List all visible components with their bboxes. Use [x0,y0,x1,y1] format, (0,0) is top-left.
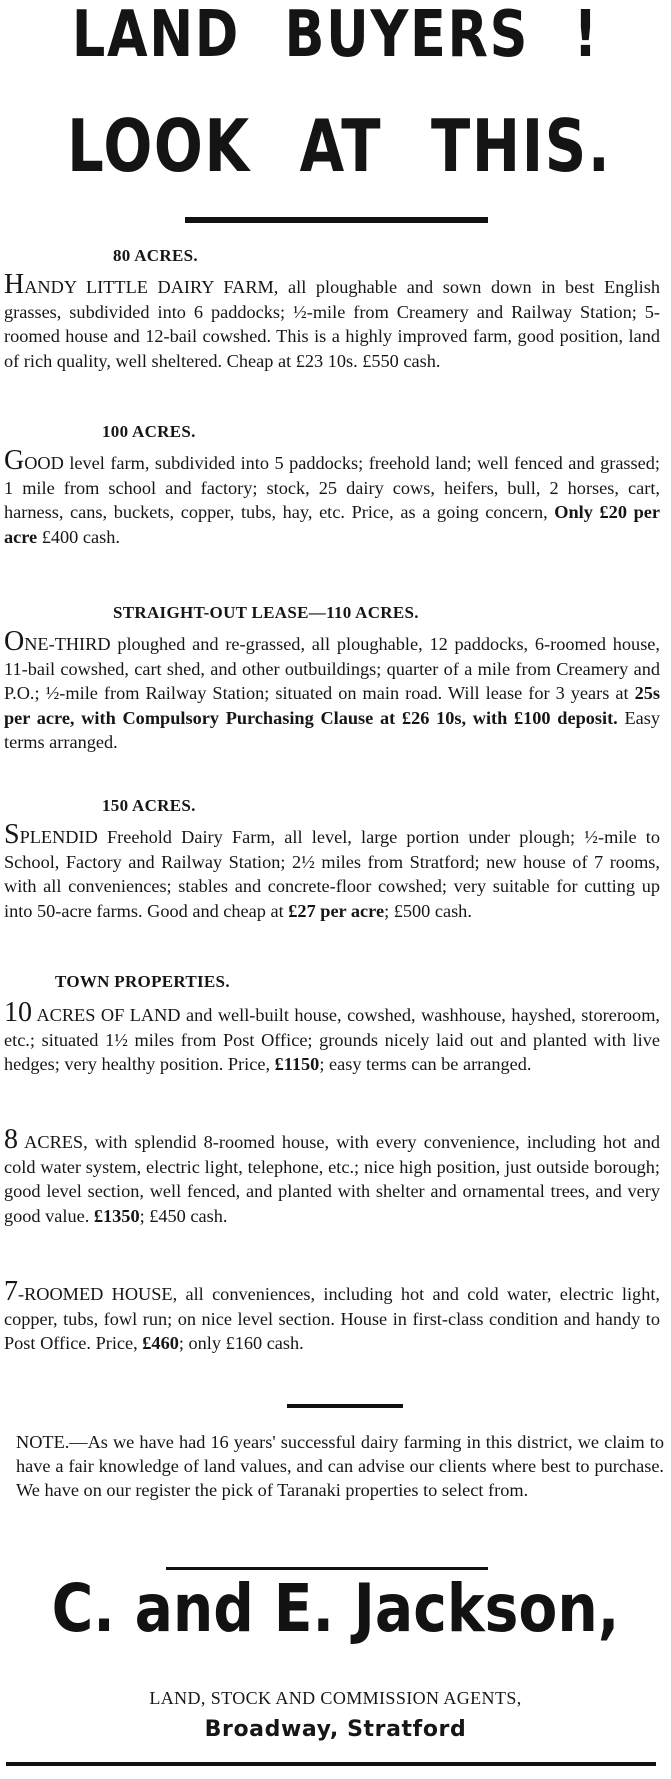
dropcap: H [4,269,25,300]
note-rule [287,1404,403,1408]
bottom-rule [6,1762,656,1766]
town-properties-heading: TOWN PROPERTIES. [55,972,230,991]
headline-land-buyers: LAND BUYERS ! [71,0,600,72]
note-text: NOTE.—As we have had 16 years' successful dairy farming in this district, we claim to have a fair knowledge of land values, and can advise our clients where best to purchase. We have on our register the pick of Taranaki properties to select from. [16,1432,664,1500]
dropcap: O [4,626,25,657]
dropcap: 7 [4,1276,18,1307]
dropcap: S [4,819,20,850]
town-property-10-price: £1150 [274,1054,320,1074]
headline-rule [185,217,488,223]
listing-lease-heading: STRAIGHT-OUT LEASE—110 ACRES. [113,603,419,622]
listing-lease-text: ONE-THIRD ploughed and re-grassed, all ploughable, 12 paddocks, 6-roomed house, 11-bail cowshed, cart shed, and other outbuildings; quarter of a mile from Creamery and P.O.; ½-mile from Railway Station; situated on main road. Will lease for 3 years at 25s per acre, with Compulsory Purchasing Clause at £26 10s, with £100 deposit. Easy terms arranged. [4,626,660,752]
listing-150-price: £27 per acre [288,900,385,921]
listing-100-text: GOOD level farm, subdivided into 5 paddocks; freehold land; well fenced and grassed; 1 mile from school and factory; stock, 25 dairy cows, heifers, bull, 2 horses, cart, harness, cans, buckets, copper, tubs, hay, etc. Price, as a going concern, Only £20 per acre £400 cash. [4,445,660,547]
listing-80-heading: 80 ACRES. [113,246,198,265]
listing-100-price: Only £20 per acre [4,502,660,547]
town-property-7-roomed: 7-ROOMED HOUSE, all conveniences, including hot and cold water, electric light, copper, tubs, fowl run; on nice level section. House in first-class condition and handy to Post Office. Price, £460; only £160 cash. [4,1276,660,1353]
town-property-8-price: £1350 [93,1205,140,1226]
firm-address: Broadway, Stratford [204,1717,467,1742]
town-property-7-price: £460 [142,1333,179,1353]
dropcap: 10 [4,997,32,1028]
listing-150-heading: 150 ACRES. [102,796,196,815]
town-property-8-acres: 8 ACRES, with splendid 8-roomed house, with every convenience, including hot and cold water system, electric light, telephone, etc.; nice high position, just outside borough; good level section, well fenced, and planted with shelter and ornamental trees, and very good value. £1350; £450 cash. [4,1124,660,1226]
dropcap: 8 [4,1124,18,1155]
dropcap: G [4,445,25,476]
headline-look-at-this: LOOK AT THIS. [67,104,612,188]
town-property-10-acres: 10 ACRES OF LAND and well-built house, cowshed, washhouse, hayshed, storeroom, etc.; situated 1½ miles from Post Office; grounds nicely laid out and planted with live hedges; very healthy position. Price, £1150; easy terms can be arranged. [4,997,660,1074]
listing-80-text: HANDY LITTLE DAIRY FARM, all ploughable and sown down in best English grasses, subdivided into 6 paddocks; ½-mile from Creamery and Railway Station; 5-roomed house and 12-bail cowshed. This is a highly improved farm, good position, land of rich quality, well sheltered. Cheap at £23 10s. £550 cash. [4,269,660,371]
firm-name: C. and E. Jackson, [51,1570,620,1647]
listing-150-text: SPLENDID Freehold Dairy Farm, all level, large portion under plough; ½-mile to School, Factory and Railway Station; 2½ miles from Stratford; new house of 7 rooms, with all conveniences; stables and concrete-floor cowshed; very suitable for cutting up into 50-acre farms. Good and cheap at £27 per acre; £500 cash. [4,819,660,921]
listing-lease-terms: 25s per acre, with Compulsory Purchasing Clause at £26 10s, with £100 deposit. [4,683,660,728]
firm-agents: LAND, STOCK AND COMMISSION AGENTS, [149,1688,522,1708]
listing-100-heading: 100 ACRES. [102,422,196,441]
